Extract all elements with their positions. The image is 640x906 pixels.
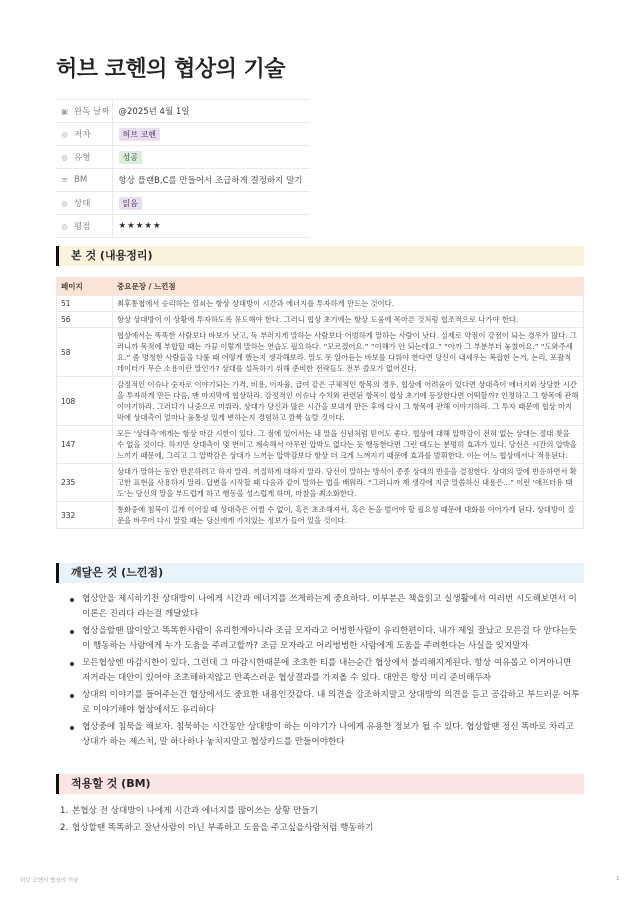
select-icon: ◎ bbox=[61, 153, 68, 162]
table-row bbox=[57, 296, 584, 312]
header-page: 페이지 bbox=[57, 278, 113, 296]
property-row[interactable] bbox=[56, 123, 310, 146]
property-value[interactable] bbox=[112, 100, 310, 123]
properties-table bbox=[56, 99, 310, 238]
calendar-icon: ▣ bbox=[60, 107, 69, 116]
status-icon: ◎ bbox=[61, 199, 68, 208]
section-heading-realizations: 깨달은 것 (느낀점) bbox=[56, 563, 584, 583]
property-key bbox=[56, 146, 112, 169]
quote-cell: 감정적인 이슈나 숫자로 이야기되는 가격, 비용, 이자율, 급여 같은 구체적인 항목의 경우, 협상에 어려움이 있다면 상대측이 에너지와 상당한 시간을 투자하게 만든 다음, 맨 마지막에 협상하라. 감정적인 이슈나 수치와 관련된 항목이 협상 초기에 등장한다면 어떡할까? 인정하고 그 항목에 관해 이야기하라. 그러다가 나중으로 미뤄라. 상대가 당신과 많은 시간을 보내게 만든 후에 다시 그 항목에 관해 이야기하라. 그 투자 때문에 협상 마지막에 상대측이 얼마나 융통성 있게 변하는지 경험하고 깜짝 놀랄 것이다. bbox=[113, 377, 584, 426]
property-text: 항상 플랜B,C를 만들어서 조급하게 결정하지 말기 bbox=[118, 176, 303, 186]
property-key-label: 유형 bbox=[74, 153, 91, 163]
list-item: 모든협상엔 마감시한이 있다. 그런데 그 마감시한때문에 조초한 티를 내는순간 협상에서 불리해지게된다. 항상 여유롭고 이거아니면 저거라는 대안이 있어야 조초해하지않고 만족스러운 협상결과를 가져올 수 있다. 대안은 항상 미리 준비해두자 bbox=[70, 656, 582, 686]
list-item bbox=[56, 820, 576, 837]
rating-icon: ◎ bbox=[61, 222, 68, 231]
quote-cell: 협상에서는 똑똑한 사람보다 바보가 낫고, 독 부러지게 말하는 사람보다 어벙하게 말하는 사람이 낫다. 실제로 약점이 강점이 되는 경우가 많다. 그러니까 목적에 부합할 때는 가끔 이렇게 말하는 연습도 필요하다. “모르겠어요.” “이해가 안 되는데요.” “아까 그 부분부터 놓쳤어요.” “도와주세요.” 좀 멍청한 사람들을 다룰 때 어떻게 했는지 생각해보라. 말도 못 알아듣는 바보를 다뤄야 한다면 당신이 내세우는 복잡한 논거, 논리, 포괄적 데이터가 무슨 소용이란 말인가? 상대를 설득하기 위해 준비한 전략들도 전부 쓸모가 없어진다. bbox=[113, 328, 584, 377]
property-value[interactable] bbox=[112, 146, 310, 169]
rating-stars: ★★★★★ bbox=[118, 221, 162, 231]
section-heading-apply: 적용할 것 (BM) bbox=[56, 774, 584, 794]
quotes-table-header bbox=[57, 278, 584, 296]
table-row bbox=[57, 312, 584, 328]
property-row[interactable] bbox=[56, 192, 310, 215]
list-item: 협상안을 제시하기전 상대방이 나에게 시간과 에너지를 쓰게하는게 중요하다. 이부분은 책을읽고 실생활에서 여러번 시도해보면서 이 이론은 진리다 라는걸 깨달았다 bbox=[70, 592, 582, 622]
table-row bbox=[57, 426, 584, 464]
section-heading-content-summary: 본 것 (내용정리) bbox=[56, 246, 584, 266]
page-cell: 51 bbox=[57, 296, 113, 312]
property-key bbox=[56, 100, 112, 123]
text-icon: ≡ bbox=[61, 175, 68, 184]
property-key bbox=[56, 123, 112, 146]
table-row bbox=[57, 502, 584, 529]
list-number: 2. bbox=[60, 823, 69, 833]
property-row[interactable] bbox=[56, 169, 310, 192]
property-key bbox=[56, 215, 112, 238]
property-key bbox=[56, 169, 112, 192]
property-row[interactable] bbox=[56, 215, 310, 238]
page-cell: 58 bbox=[57, 328, 113, 377]
list-item-text: 본협상 전 상대방이 나에게 시간과 에너지를 많이쓰는 상황 만들기 bbox=[72, 806, 318, 816]
list-item: 협상중에 침묵을 해보자. 침묵하는 시간동안 상대방이 하는 이야기가 나에게 유용한 정보가 될 수 있다. 협상할땐 정신 똑바로 차리고 상대가 하는 제스처, 말 하나하나 놓치지말고 협상카드를 만들어야한다 bbox=[70, 720, 582, 750]
header-quote: 중요문장 / 느낀점 bbox=[113, 278, 584, 296]
list-item: 협상을할땐 많이알고 똑똑한사람이 유리한게아니라 조금 모자라고 어벙한사람이 유리한편이다. 내가 제일 잘났고 모든걸 다 안다는듯이 행동하는 사람에게 누가 도움을 주려고할까? 조금 모자라고 어리벙벙한 사람에게 도움을 주려한다는 사실을 잊지말자 bbox=[70, 624, 582, 654]
property-value[interactable] bbox=[112, 215, 310, 238]
page-cell: 108 bbox=[57, 377, 113, 426]
page-cell: 332 bbox=[57, 502, 113, 529]
table-row bbox=[57, 377, 584, 426]
quote-cell: 최후통첩에서 승리하는 열쇠는 항상 상대방이 시간과 에너지를 투자하게 만드는 것이다. bbox=[113, 296, 584, 312]
property-row[interactable] bbox=[56, 100, 310, 123]
page-cell: 56 bbox=[57, 312, 113, 328]
property-key-label: BM bbox=[74, 175, 88, 185]
quotes-table bbox=[56, 277, 584, 529]
apply-list bbox=[56, 803, 576, 837]
table-row bbox=[57, 328, 584, 377]
property-value[interactable] bbox=[112, 123, 310, 146]
property-tag: 읽음 bbox=[119, 197, 142, 210]
property-value[interactable] bbox=[112, 192, 310, 215]
person-icon: ◎ bbox=[61, 130, 68, 139]
footer-page-number: 1 bbox=[616, 876, 620, 882]
property-key-label: 상태 bbox=[74, 199, 91, 209]
quote-cell: 통화중에 침묵이 길게 이어질 때 상대측은 어쩔 수 없이, 혹은 초조해져서, 혹은 돈을 벌어야 할 필요성 때문에 대화를 이어가게 된다. 상대방이 질문을 바꾸어 다시 말할 때는 당신에게 가치있는 정보가 들어 있을 것이다. bbox=[113, 502, 584, 529]
footer-title: 허브 코헨의 협상의 기술 bbox=[20, 878, 79, 884]
page-cell: 235 bbox=[57, 464, 113, 502]
property-key bbox=[56, 192, 112, 215]
page-cell: 147 bbox=[57, 426, 113, 464]
property-text: @2025년 4월 1일 bbox=[118, 107, 190, 117]
property-key-label: 평점 bbox=[74, 222, 91, 232]
page-title: 허브 코헨의 협상의 기술 bbox=[56, 57, 285, 82]
quote-cell: 모든 ‘상대측’에게는 항상 마감 시한이 있다. 그 점에 있어서는 내 말을 신념처럼 믿어도 좋다. 협상에 대해 압박감이 전혀 없는 상대는 절대 찾을 수 없을 것이다. 하지만 상대측이 몇 번이고 계속해서 아무런 압박도 없다는 듯 행동한다면 그런 태도는 분명히 효과가 있다. 당신은 시간의 압박을 느끼기 때문에, 그리고 그 압박감은 상대가 느끼는 압박감보다 항상 더 크게 느껴지기 때문에 효과를 발휘한다. 이는 어느 협상에서나 적용된다. bbox=[113, 426, 584, 464]
property-key-label: 저자 bbox=[74, 130, 91, 140]
property-tag: 성공 bbox=[119, 151, 142, 164]
quote-cell: 항상 상대방이 이 상황에 투자하도록 유도해야 한다. 그러니 협상 초기에는 항상 도움에 목마른 것처럼 협조적으로 나가야 한다. bbox=[113, 312, 584, 328]
list-item: 상대의 이야기를 들어주는건 협상에서도 중요한 내용인것같다. 내 의견을 강조하지말고 상대방의 의견을 듣고 공감하고 부드러운 어투로 이야기해야 협상에서도 유리하다 bbox=[70, 688, 582, 718]
quote-cell: 상대가 말하는 동안 반론하려고 하지 말라. 끼질하게 대하지 말라. 당신이 말하는 방식이 종종 상대의 반응을 결정한다. 상대의 말에 반응하면서 확고한 표현을 사용하지 말라. 답변을 시작할 때 다음과 같이 말하는 법을 배워라. “그러니까 제 생각에 지금 말씀하신 내용은...” 이런 ‘애프터유 태도’는 당신의 말을 부드럽게 하고 행동을 성스럽게 하며, 마찰을 최소화한다. bbox=[113, 464, 584, 502]
list-item bbox=[56, 803, 576, 820]
property-value[interactable] bbox=[112, 169, 310, 192]
property-tag: 허브 코헨 bbox=[119, 128, 160, 141]
list-item-text: 협상할땐 똑똑하고 잘난사람이 아닌 부족하고 도움을 주고싶을사람처럼 행동하기 bbox=[72, 823, 374, 833]
list-number: 1. bbox=[60, 806, 69, 816]
table-row bbox=[57, 464, 584, 502]
property-key-label: 완독 날짜 bbox=[74, 107, 110, 117]
property-row[interactable] bbox=[56, 146, 310, 169]
realizations-list bbox=[70, 592, 582, 752]
